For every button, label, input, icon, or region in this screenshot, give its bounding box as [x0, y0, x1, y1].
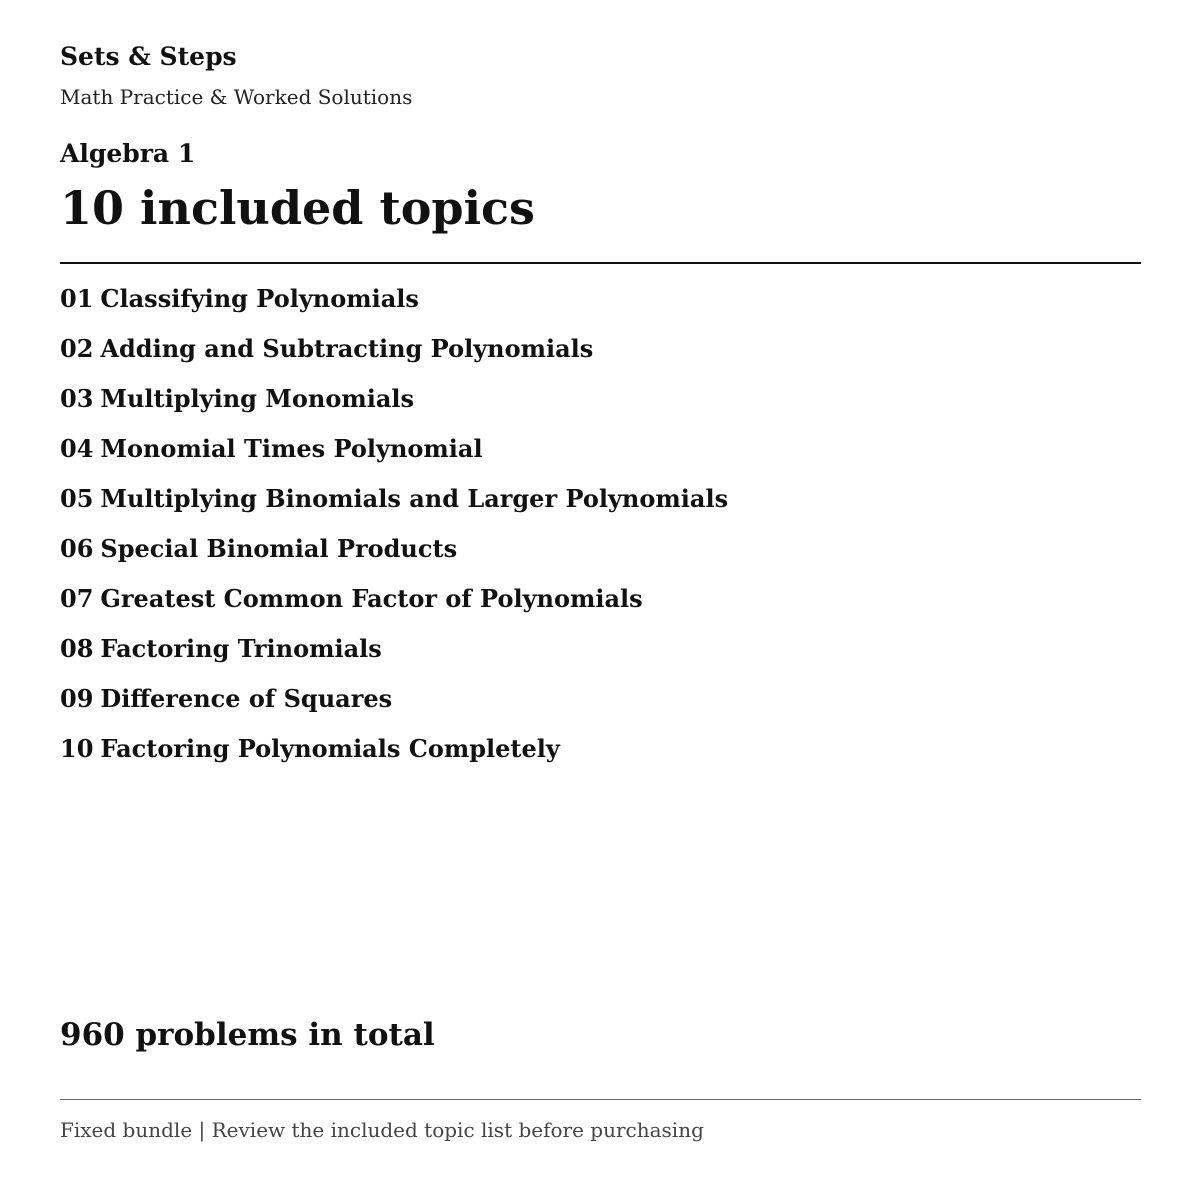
- topic-item: [60, 282, 728, 332]
- topic-title: Multiplying Binomials and Larger Polynomials: [100, 484, 729, 513]
- topic-item: [60, 682, 728, 732]
- topic-number: 08: [60, 634, 94, 663]
- topic-number: 07: [60, 584, 94, 613]
- topic-list: [60, 282, 728, 782]
- topic-title: Adding and Subtracting Polynomials: [100, 334, 594, 363]
- topic-number: 01: [60, 284, 94, 313]
- heading-divider: [60, 262, 1141, 264]
- topic-title: Classifying Polynomials: [100, 284, 419, 313]
- topic-number: 03: [60, 384, 94, 413]
- topic-number: 10: [60, 734, 94, 763]
- footer-note: Fixed bundle | Review the included topic list before purchasing: [60, 1118, 704, 1142]
- topic-item: [60, 432, 728, 482]
- topic-title: Multiplying Monomials: [100, 384, 415, 413]
- course-name: Algebra 1: [60, 139, 196, 168]
- total-problems: 960 problems in total: [60, 1017, 435, 1053]
- topic-item: [60, 582, 728, 632]
- topic-number: 09: [60, 684, 94, 713]
- topic-title: Factoring Polynomials Completely: [100, 734, 560, 763]
- topic-item: [60, 482, 728, 532]
- topic-title: Difference of Squares: [100, 684, 393, 713]
- topic-title: Greatest Common Factor of Polynomials: [100, 584, 643, 613]
- topic-item: [60, 632, 728, 682]
- footer-divider: [60, 1099, 1141, 1100]
- topics-heading: 10 included topics: [60, 181, 535, 235]
- topic-title: Factoring Trinomials: [100, 634, 382, 663]
- topic-item: [60, 332, 728, 382]
- topic-number: 05: [60, 484, 94, 513]
- topic-item: [60, 532, 728, 582]
- product-page: [60, 0, 1141, 1200]
- topic-title: Monomial Times Polynomial: [100, 434, 483, 463]
- topic-item: [60, 732, 728, 782]
- topic-item: [60, 382, 728, 432]
- brand-name: Sets & Steps: [60, 42, 237, 71]
- topic-number: 04: [60, 434, 94, 463]
- topic-title: Special Binomial Products: [100, 534, 458, 563]
- brand-tagline: Math Practice & Worked Solutions: [60, 85, 413, 109]
- topic-number: 06: [60, 534, 94, 563]
- topic-number: 02: [60, 334, 94, 363]
